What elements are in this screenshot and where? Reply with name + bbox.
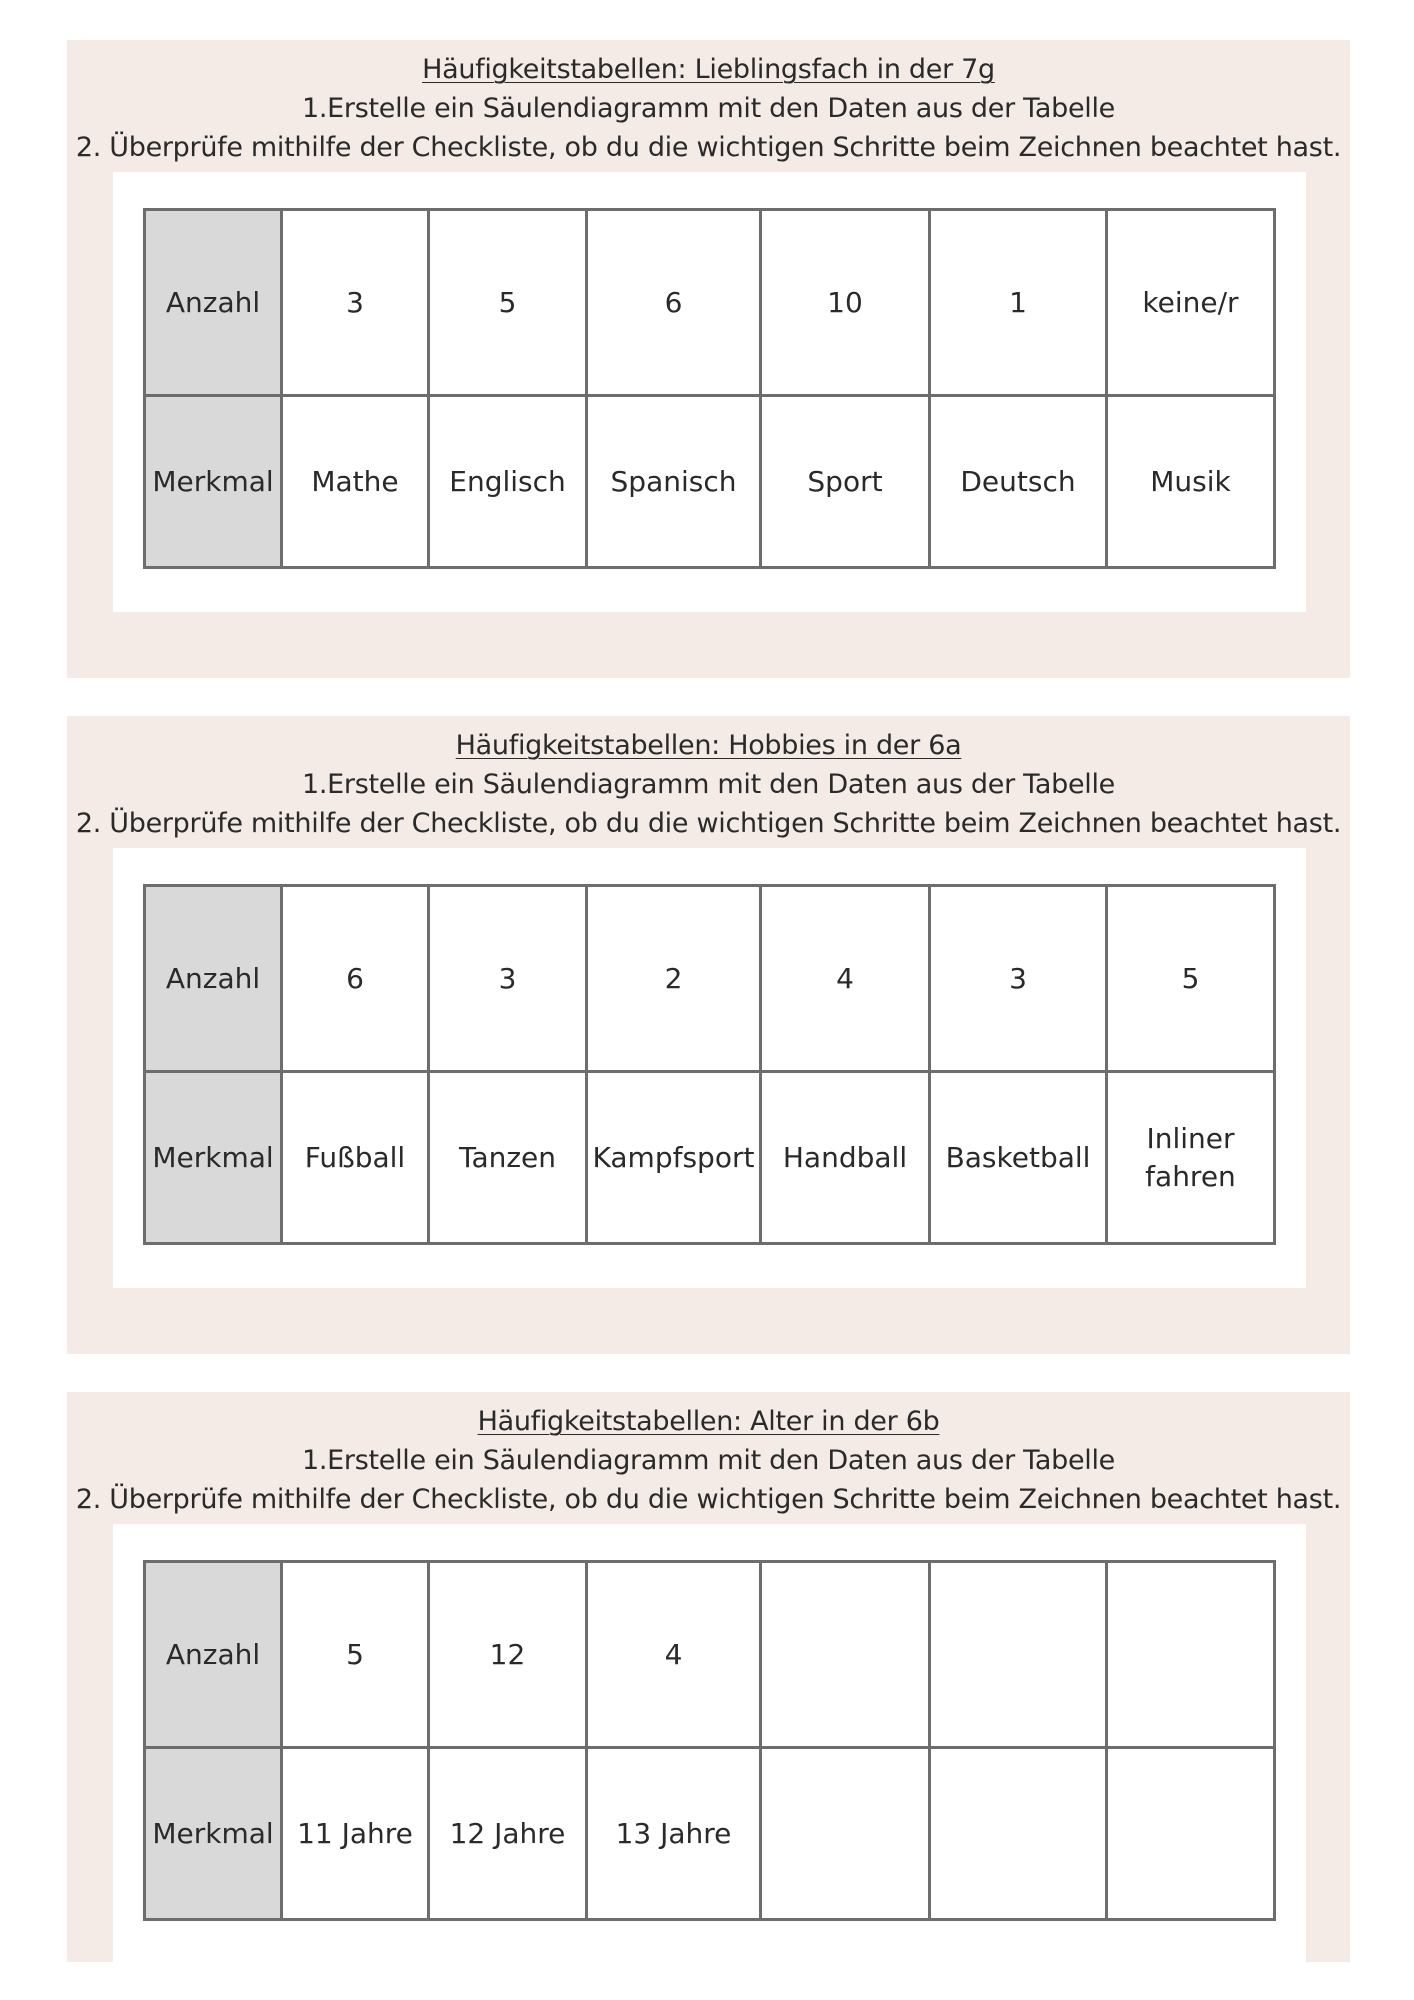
- count-cell: keine/r: [1107, 210, 1275, 396]
- row-label-count: Anzahl: [145, 886, 282, 1072]
- count-cell: 3: [930, 886, 1107, 1072]
- worksheet-card-3: [67, 1392, 1350, 1962]
- frequency-table: [143, 884, 1276, 1245]
- count-cell: 5: [282, 1562, 429, 1748]
- feature-cell: 12 Jahre: [429, 1748, 587, 1920]
- card-title: Häufigkeitstabellen: Lieblingsfach in der 7g: [422, 54, 995, 85]
- table-panel: [113, 1524, 1306, 1962]
- count-cell: 4: [587, 1562, 761, 1748]
- count-cell: [761, 1562, 930, 1748]
- count-cell: 5: [1107, 886, 1275, 1072]
- frequency-table: [143, 208, 1276, 569]
- card-header: [67, 1402, 1350, 1519]
- card-title: Häufigkeitstabellen: Hobbies in der 6a: [455, 730, 962, 761]
- table-panel: [113, 848, 1306, 1288]
- count-cell: 1: [930, 210, 1107, 396]
- feature-cell: Tanzen: [429, 1072, 587, 1244]
- feature-cell: Basketball: [930, 1072, 1107, 1244]
- count-cell: [930, 1562, 1107, 1748]
- row-label-feature: Merkmal: [145, 1748, 282, 1920]
- count-row: [145, 1562, 1275, 1748]
- row-label-feature: Merkmal: [145, 1072, 282, 1244]
- worksheet-card-1: [67, 40, 1350, 678]
- card-header: [67, 50, 1350, 167]
- frequency-table: [143, 1560, 1276, 1921]
- feature-cell: Spanisch: [587, 396, 761, 568]
- row-label-count: Anzahl: [145, 210, 282, 396]
- instruction-1: 1.Erstelle ein Säulendiagramm mit den Daten aus der Tabelle: [302, 769, 1115, 800]
- feature-cell: 13 Jahre: [587, 1748, 761, 1920]
- count-cell: 6: [587, 210, 761, 396]
- count-row: [145, 210, 1275, 396]
- feature-cell: Kampfsport: [587, 1072, 761, 1244]
- count-cell: 4: [761, 886, 930, 1072]
- feature-cell: 11 Jahre: [282, 1748, 429, 1920]
- row-label-count: Anzahl: [145, 1562, 282, 1748]
- count-cell: 3: [282, 210, 429, 396]
- feature-cell: [930, 1748, 1107, 1920]
- instruction-1: 1.Erstelle ein Säulendiagramm mit den Daten aus der Tabelle: [302, 1445, 1115, 1476]
- instruction-1: 1.Erstelle ein Säulendiagramm mit den Daten aus der Tabelle: [302, 93, 1115, 124]
- instruction-2: 2. Überprüfe mithilfe der Checkliste, ob du die wichtigen Schritte beim Zeichnen beachtet hast.: [75, 808, 1342, 839]
- feature-cell: [761, 1748, 930, 1920]
- worksheet-card-2: [67, 716, 1350, 1354]
- count-row: [145, 886, 1275, 1072]
- feature-row: [145, 396, 1275, 568]
- feature-row: [145, 1072, 1275, 1244]
- feature-row: [145, 1748, 1275, 1920]
- count-cell: 2: [587, 886, 761, 1072]
- feature-cell: Mathe: [282, 396, 429, 568]
- feature-cell: Handball: [761, 1072, 930, 1244]
- feature-cell: Fußball: [282, 1072, 429, 1244]
- count-cell: [1107, 1562, 1275, 1748]
- feature-cell: Sport: [761, 396, 930, 568]
- card-title: Häufigkeitstabellen: Alter in der 6b: [477, 1406, 940, 1437]
- count-cell: 3: [429, 886, 587, 1072]
- feature-cell: Englisch: [429, 396, 587, 568]
- row-label-feature: Merkmal: [145, 396, 282, 568]
- count-cell: 10: [761, 210, 930, 396]
- count-cell: 6: [282, 886, 429, 1072]
- feature-cell: Inliner fahren: [1107, 1072, 1275, 1244]
- table-panel: [113, 172, 1306, 612]
- count-cell: 12: [429, 1562, 587, 1748]
- instruction-2: 2. Überprüfe mithilfe der Checkliste, ob du die wichtigen Schritte beim Zeichnen beachtet hast.: [75, 132, 1342, 163]
- count-cell: 5: [429, 210, 587, 396]
- feature-cell: Musik: [1107, 396, 1275, 568]
- feature-cell: Deutsch: [930, 396, 1107, 568]
- instruction-2: 2. Überprüfe mithilfe der Checkliste, ob du die wichtigen Schritte beim Zeichnen beachtet hast.: [75, 1484, 1342, 1515]
- feature-cell: [1107, 1748, 1275, 1920]
- card-header: [67, 726, 1350, 843]
